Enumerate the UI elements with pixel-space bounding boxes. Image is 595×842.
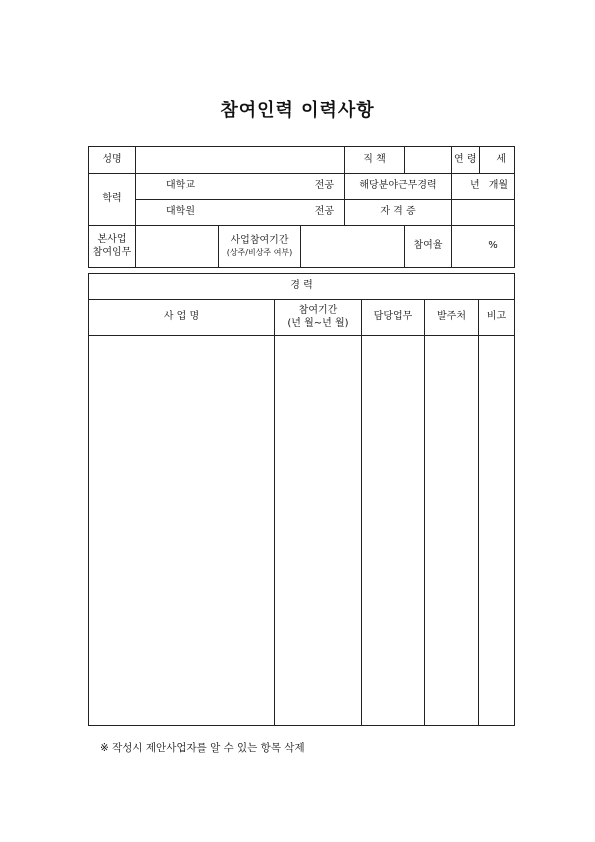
education-label: 학력	[89, 174, 136, 226]
project-duty-label	[89, 226, 136, 268]
position-label: 직 책	[345, 147, 405, 174]
field-experience-value[interactable]	[452, 174, 515, 200]
name-value[interactable]	[136, 147, 345, 174]
age-label: 연 령	[452, 147, 480, 173]
experience-month-unit: 개월	[488, 180, 509, 192]
participation-period-sub: (상주/비상주 여부)	[226, 247, 293, 257]
graduate-school-label: 대학원	[166, 206, 195, 218]
project-duty-value[interactable]	[136, 226, 219, 268]
position-value[interactable]	[405, 147, 452, 174]
career-note-cell[interactable]	[479, 336, 515, 726]
participation-period-title: 사업참여기간	[230, 235, 289, 247]
graduate-school-row[interactable]	[136, 200, 345, 226]
university-row[interactable]	[136, 174, 345, 200]
col-note-header: 비고	[479, 300, 515, 336]
footnote: ※ 작성시 제안사업자를 알 수 있는 항목 삭제	[100, 742, 305, 754]
project-duty-label-line2: 참여임무	[92, 246, 132, 258]
col-period-line2: (년 월~년 월)	[287, 317, 349, 329]
career-table	[88, 273, 515, 726]
col-project-header: 사 업 명	[89, 300, 275, 336]
university-label: 대학교	[166, 180, 195, 192]
personal-info-table	[88, 146, 515, 268]
career-duty-cell[interactable]	[362, 336, 425, 726]
participation-period-label	[219, 226, 301, 268]
name-label: 성명	[89, 147, 136, 174]
col-period-line1: 참여기간	[298, 305, 338, 316]
col-client-header: 발주처	[425, 300, 479, 336]
participation-rate-value[interactable]	[452, 226, 515, 268]
page-title: 참여인력 이력사항	[220, 100, 375, 121]
age-unit[interactable]: 세	[496, 153, 507, 165]
career-period-cell[interactable]	[275, 336, 362, 726]
col-period-header	[275, 300, 362, 336]
participation-period-value[interactable]	[301, 226, 405, 268]
career-section-label: 경 력	[89, 274, 515, 300]
participation-rate-label: 참여율	[405, 226, 452, 268]
career-project-cell[interactable]	[89, 336, 275, 726]
experience-year-unit: 년	[470, 180, 480, 192]
participation-rate-unit: %	[488, 240, 498, 252]
qualification-label: 자 격 증	[345, 200, 452, 226]
major-label: 전공	[314, 180, 335, 192]
major2-label: 전공	[314, 206, 335, 218]
project-duty-label-line1: 본사업	[97, 234, 127, 245]
career-client-cell[interactable]	[425, 336, 479, 726]
col-duty-header: 담당업무	[362, 300, 425, 336]
field-experience-label: 해당분야근무경력	[345, 174, 452, 200]
qualification-value[interactable]	[452, 200, 515, 226]
